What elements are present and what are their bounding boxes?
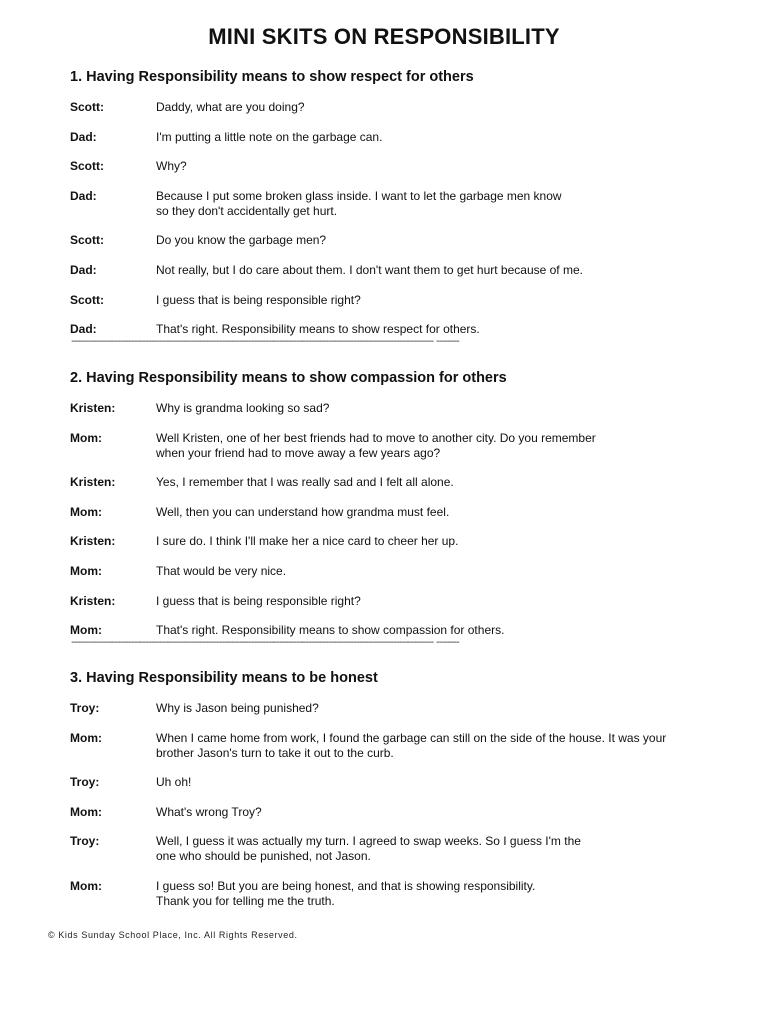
speech-text: Well Kristen, one of her best friends had to move to another city. Do you remember when your friend had to move away a few years ago? [156,430,596,460]
speech-text: I guess so! But you are being honest, and that is showing responsibility. Thank you for telling me the truth. [156,878,536,908]
speech-text: That's right. Responsibility means to show compassion for others. [156,623,505,638]
dialogue-line [70,834,710,864]
dialogue-line [70,233,710,248]
speaker-name: Dad: [70,262,97,277]
speaker-name: Troy: [70,775,100,790]
dialogue-line [70,100,710,115]
speech-text: Uh oh! [156,775,192,790]
dialogue-list [70,100,710,337]
dialogue-line [70,879,710,909]
dialogue-line [70,534,710,549]
speech-text: That would be very nice. [156,563,287,578]
speaker-name: Mom: [70,804,102,819]
speaker-name: Kristen: [70,593,116,608]
section-divider: ------------------------------------------------------------------------------------------------------------------------------- -------- [70,638,458,650]
speech-text: Do you know the garbage men? [156,233,327,248]
speaker-name: Mom: [70,430,102,445]
dialogue-line [70,594,710,609]
speaker-name: Dad: [70,188,97,203]
speaker-name: Mom: [70,730,102,745]
speaker-name: Scott: [70,100,104,114]
section-heading: 3. Having Responsibility means to be honest [70,670,378,686]
dialogue-line [70,623,710,638]
speaker-name: Dad: [70,129,97,144]
dialogue-line [70,564,710,579]
speech-text: Why? [156,159,187,174]
speech-text: Well, then you can understand how grandma must feel. [156,504,450,519]
dialogue-line [70,322,710,337]
dialogue-line [70,130,710,145]
section-heading: 2. Having Responsibility means to show compassion for others [70,370,507,386]
speaker-name: Mom: [70,563,102,578]
speaker-name: Troy: [70,834,100,849]
dialogue-line [70,505,710,520]
speech-text: Why is grandma looking so sad? [156,401,330,415]
speech-text: I guess that is being responsible right? [156,292,361,307]
speaker-name: Mom: [70,504,102,519]
skit-section-1 [70,68,710,348]
speech-text: Well, I guess it was actually my turn. I agreed to swap weeks. So I guess I'm the one who should be punished, not Jason. [156,834,581,864]
speech-text: That's right. Responsibility means to show respect for others. [156,322,480,337]
dialogue-line [70,293,710,308]
dialogue-line [70,805,710,820]
dialogue-line [70,263,710,278]
speaker-name: Kristen: [70,534,116,549]
speaker-name: Scott: [70,233,104,248]
speaker-name: Dad: [70,322,97,337]
speech-text: Not really, but I do care about them. I don't want them to get hurt because of me. [156,262,583,277]
dialogue-line [70,401,710,416]
speaker-name: Mom: [70,623,102,638]
dialogue-line [70,475,710,490]
page-title: MINI SKITS ON RESPONSIBILITY [208,24,560,49]
speech-text: What's wrong Troy? [156,804,262,819]
dialogue-list [70,401,710,638]
dialogue-line [70,159,710,174]
speech-text: Yes, I remember that I was really sad and I felt all alone. [156,475,454,490]
dialogue-line [70,431,710,461]
speech-text: I guess that is being responsible right? [156,593,361,608]
dialogue-line [70,189,710,219]
speech-text: Why is Jason being punished? [156,701,319,715]
dialogue-line [70,775,710,790]
dialogue-list [70,701,710,909]
dialogue-line [70,731,710,761]
section-heading: 1. Having Responsibility means to show respect for others [70,69,474,85]
speaker-name: Kristen: [70,401,116,415]
speech-text: I'm putting a little note on the garbage can. [156,129,383,144]
copyright-footer: © Kids Sunday School Place, Inc. All Rights Reserved. [48,930,298,940]
speaker-name: Scott: [70,292,104,307]
speaker-name: Troy: [70,701,100,715]
speaker-name: Mom: [70,878,102,893]
speech-text: Daddy, what are you doing? [156,100,305,114]
speech-text: Because I put some broken glass inside. I want to let the garbage men know so they don't accidentally get hurt. [156,188,562,218]
skit-section-3 [70,669,710,909]
skit-section-2 [70,369,710,649]
speaker-name: Kristen: [70,475,116,490]
speech-text: When I came home from work, I found the garbage can still on the side of the house. It was your brother Jason's turn to take it out to the curb. [156,730,667,760]
speech-text: I sure do. I think I'll make her a nice card to cheer her up. [156,534,459,549]
speaker-name: Scott: [70,159,104,174]
dialogue-line [70,701,710,716]
section-divider: ------------------------------------------------------------------------------------------------------------------------------- -------- [70,337,458,349]
